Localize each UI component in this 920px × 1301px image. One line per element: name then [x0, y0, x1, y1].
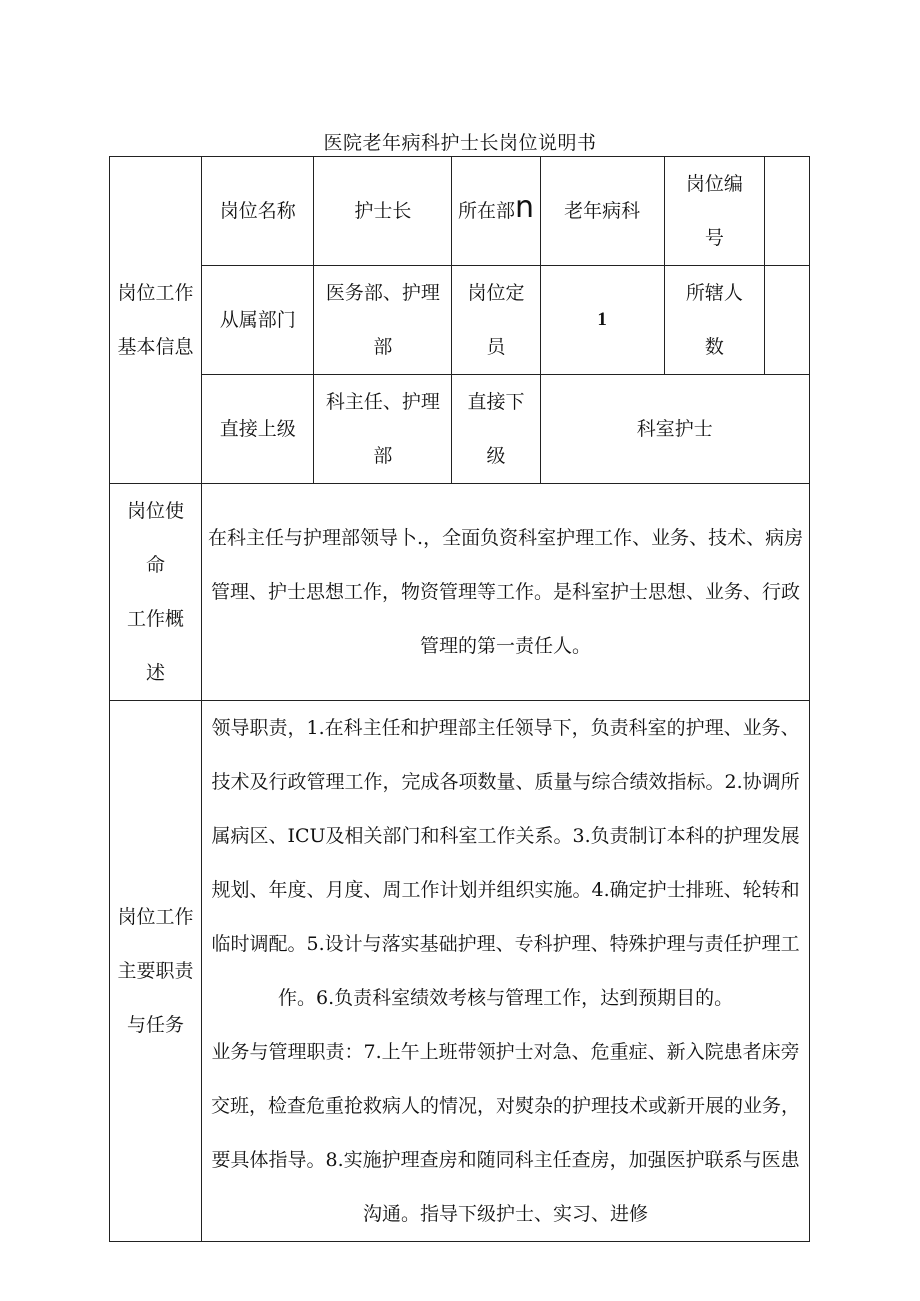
post-code-label-line-2: 号	[704, 227, 724, 249]
quota-label-line-2: 员	[486, 336, 506, 358]
post-name-label: 岗位名称	[202, 157, 314, 266]
superior-value	[314, 375, 452, 484]
post-name-value: 护士长	[314, 157, 452, 266]
department-value: 老年病科	[540, 157, 664, 266]
duties-label	[110, 701, 202, 1242]
subordinate-label-line-2: 级	[486, 445, 506, 467]
affiliated-value-line-1: 医务部、护理	[325, 282, 440, 304]
mission-text: 在科主任与护理部领导卜.，全面负资科室护理工作、业务、技术、病房管理、护士思想工作，物资管理等工作。是科室护士思想、业务、行政管理的第一责任人。	[202, 484, 810, 701]
mission-label-line-4: 述	[146, 662, 166, 684]
duties-paragraph-business: 业务与管理职责：7.上午上班带领护士对急、危重症、新入院患者床旁交班，检查危重抢救病人的情况，对熨杂的护理技术或新开展的业务，要具体指导。8.实施护理查房和随同科主任查房，加强医护联系与医患沟通。指导下级护士、实习、进修	[211, 1041, 801, 1225]
affiliated-label: 从属部门	[202, 266, 314, 375]
quota-label-line-1: 岗位定	[467, 282, 525, 304]
duties-label-line-2: 主要职责	[117, 960, 194, 982]
post-code-label-line-1: 岗位编	[685, 173, 743, 195]
duties-text	[202, 701, 810, 1242]
basic-info-label-line-1: 岗位工作	[117, 282, 194, 304]
duties-label-line-1: 岗位工作	[117, 906, 194, 928]
department-label	[452, 157, 540, 266]
subordinate-label-line-1: 直接下	[467, 391, 525, 413]
quota-value: 1	[540, 266, 664, 375]
quota-label	[452, 266, 540, 375]
post-code-label	[664, 157, 764, 266]
mission-label	[110, 484, 202, 701]
document-title: 医院老年病科护士长岗位说明书	[323, 132, 597, 154]
subordinate-value: 科室护士	[540, 375, 809, 484]
superior-value-line-1: 科主任、护理	[325, 391, 440, 413]
staff-count-label-line-2: 数	[704, 336, 724, 358]
duties-label-line-3: 与任务	[127, 1014, 185, 1036]
superior-label: 直接上级	[202, 375, 314, 484]
department-label-main: 所在部	[458, 200, 516, 222]
affiliated-value	[314, 266, 452, 375]
post-code-value	[764, 157, 809, 266]
department-label-tail: n	[515, 190, 535, 225]
basic-info-section-label	[110, 157, 202, 484]
mission-label-line-1: 岗位使	[127, 500, 185, 522]
affiliated-value-line-2: 部	[373, 336, 393, 358]
staff-count-value	[764, 266, 809, 375]
basic-info-label-line-2: 基本信息	[117, 336, 194, 358]
job-description-table	[109, 156, 810, 1242]
subordinate-label	[452, 375, 540, 484]
duties-paragraph-leadership: 领导职责，1.在科主任和护理部主任领导下，负责科室的护理、业务、技术及行政管理工作，完成各项数量、质量与综合绩效指标。2.协调所属病区、ICU及相关部门和科室工作关系。3.负责制订本科的护理发展规划、年度、月度、周工作计划并组织实施。4.确定护士排班、轮转和临时调配。5.设计与落实基础护理、专科护理、特殊护理与责任护理工作。6.负责科室绩效考核与管理工作，达到预期目的。	[211, 717, 800, 1009]
mission-label-line-3: 工作概	[127, 608, 185, 630]
staff-count-label-line-1: 所辖人	[685, 282, 743, 304]
mission-label-line-2: 命	[146, 554, 166, 576]
superior-value-line-2: 部	[373, 445, 393, 467]
staff-count-label	[664, 266, 764, 375]
